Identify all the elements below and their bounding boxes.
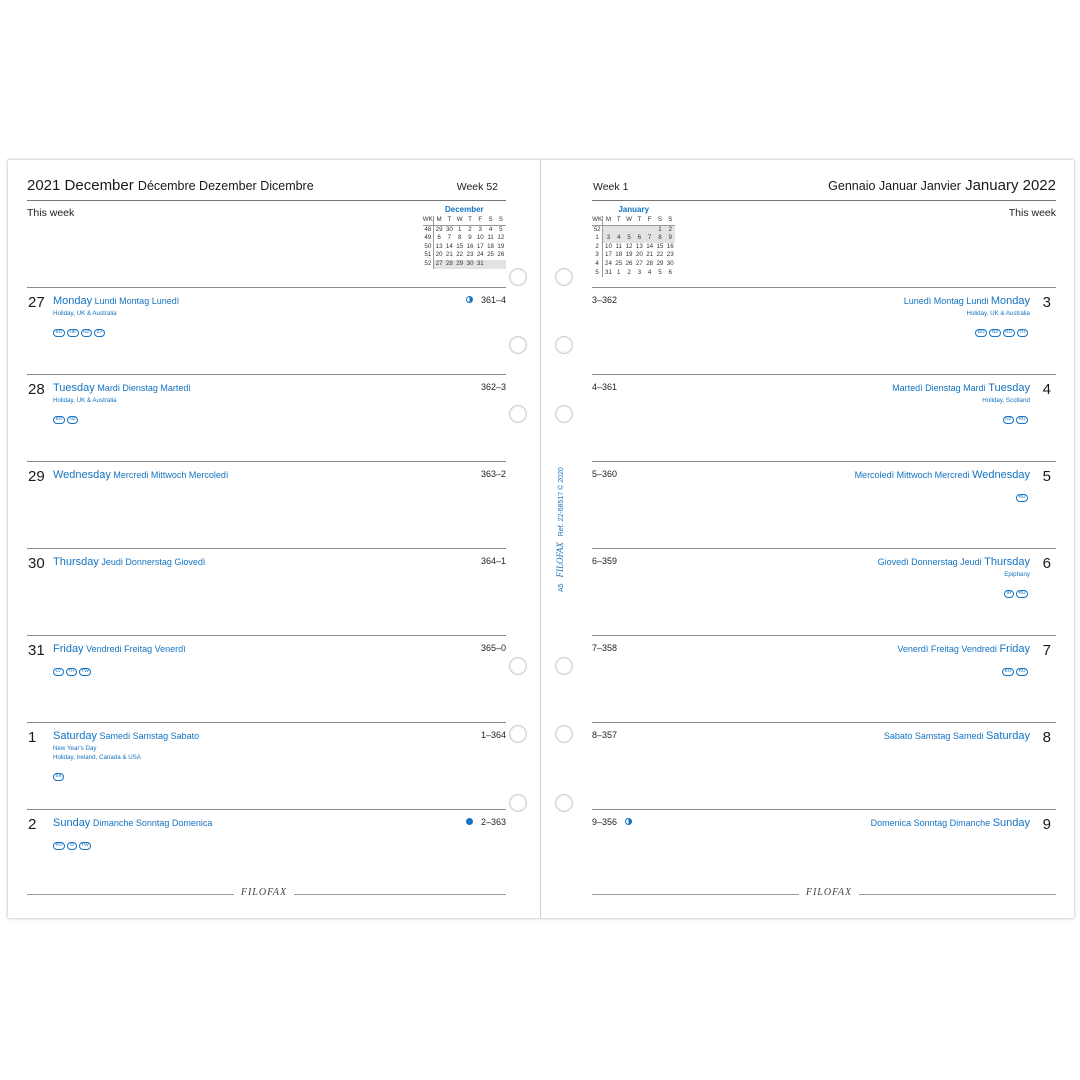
mini-calendar-weekday: F [475, 216, 485, 225]
country-badges [53, 407, 80, 425]
mini-calendar-month: January [618, 205, 650, 215]
day-name-english: Saturday [985, 730, 1030, 742]
day-name-translations: Vendredi Freitag Venerdì [86, 644, 186, 654]
mini-calendar-date: 26 [497, 251, 505, 259]
mini-calendar-date: 5 [499, 225, 503, 233]
country-badge: RU [1016, 668, 1028, 676]
day-name [53, 643, 186, 655]
mini-calendar-month: December [444, 205, 484, 215]
day-of-year-count: 1–364 [480, 730, 506, 740]
day-name-translations: Mardi Dienstag Martedì [97, 383, 191, 393]
mini-calendar-weekday: M [433, 216, 444, 225]
country-badge: TH [66, 668, 77, 676]
day-name-translations: Jeudi Donnerstag Giovedì [101, 557, 206, 567]
day-name-translations: Mercoledì Mittwoch Mercredi [854, 470, 970, 480]
mini-calendar-date: 29 [656, 259, 664, 267]
day-rule [27, 461, 506, 462]
day-rule [592, 809, 1056, 810]
mini-calendar-week-number: 2 [592, 243, 603, 252]
day-name-english: Tuesday [53, 382, 95, 394]
day-name-english: Monday [990, 295, 1030, 307]
country-badge: NZ [1003, 416, 1014, 424]
mini-calendar-date: 4 [488, 225, 493, 233]
day-row [541, 461, 1074, 548]
punch-hole [509, 336, 527, 354]
country-badge: TW [79, 842, 91, 850]
day-name-translations: Martedì Dienstag Mardi [892, 383, 986, 393]
mini-calendar-weekday: WK [423, 216, 434, 225]
country-badges [53, 320, 107, 338]
mini-calendar-date: 24 [605, 259, 612, 267]
mini-calendar-date: 14 [646, 242, 654, 250]
title-year: 2022 [1022, 177, 1056, 194]
day-number: 4 [1042, 381, 1051, 398]
mini-calendar-date: 30 [466, 259, 474, 267]
mini-calendar-weekday: S [485, 216, 495, 225]
day-holiday-note: Holiday, Ireland, Canada & USA [53, 754, 141, 761]
day-name [892, 382, 1030, 394]
country-badge: EG [1002, 668, 1014, 676]
day-name-english: Sunday [992, 817, 1030, 829]
planner-spread [8, 160, 1074, 918]
day-holiday-note: Holiday, UK & Australia [53, 310, 117, 317]
day-row [8, 809, 540, 896]
mini-calendar-date [496, 260, 506, 269]
this-week-label: This week [27, 207, 75, 219]
mini-calendar-date: 18 [615, 251, 623, 259]
mini-calendar-date: 13 [635, 242, 643, 250]
country-badge: RU [1016, 494, 1028, 502]
mini-calendar-date: 12 [497, 234, 505, 242]
header-rule [27, 200, 506, 201]
mini-calendar-date: 17 [476, 242, 484, 250]
spine-size: A5 [558, 583, 565, 592]
country-badges [53, 833, 93, 851]
day-of-year-count: 362–3 [480, 382, 506, 392]
mini-calendar-date: 10 [476, 234, 484, 242]
day-name [871, 817, 1030, 829]
mini-calendar-december [423, 205, 506, 269]
footer-brand-logo: FILOFAX [799, 887, 859, 898]
day-rule [592, 374, 1056, 375]
day-rule [27, 809, 506, 810]
day-name [53, 817, 212, 829]
day-holiday-note: Holiday, UK & Australia [53, 397, 117, 404]
day-row [541, 722, 1074, 809]
mini-calendar-date: 2 [665, 225, 675, 234]
punch-hole [509, 268, 527, 286]
mini-calendar-date: 28 [646, 259, 654, 267]
this-week-label: This week [1008, 207, 1056, 219]
spine-copyright: © 2020 [558, 467, 565, 490]
day-rule [27, 635, 506, 636]
day-of-year-count: 6–359 [592, 556, 618, 566]
day-row [541, 287, 1074, 374]
country-badge: RO [53, 842, 65, 850]
day-row [8, 287, 540, 374]
day-number: 2 [28, 816, 37, 833]
day-name-english: Friday [999, 643, 1030, 655]
day-rule [592, 461, 1056, 462]
mini-calendar-date: 2 [468, 225, 472, 233]
day-number: 6 [1042, 555, 1051, 572]
day-name-translations: Giovedì Donnerstag Jeudi [877, 557, 982, 567]
day-rule [27, 722, 506, 723]
mini-calendar-date: 4 [614, 234, 624, 243]
mini-calendar-january [592, 205, 675, 277]
day-name [884, 730, 1030, 742]
mini-calendar-date [614, 225, 624, 234]
day-name-english: Wednesday [53, 469, 111, 481]
left-page-title [27, 177, 314, 194]
day-name-translations: Samedi Samstag Sabato [99, 731, 200, 741]
mini-calendar-weekday: T [614, 216, 624, 225]
spine-brand: FILOFAX [555, 542, 565, 578]
mini-calendar-date: 21 [646, 251, 654, 259]
week-number: Week 52 [456, 181, 498, 193]
country-badges [975, 320, 1030, 338]
mini-calendar-week-number: 1 [592, 234, 603, 243]
country-badge: HK [67, 329, 79, 337]
right-page-title [828, 177, 1056, 194]
mini-calendar-date: 19 [625, 251, 633, 259]
mini-calendar-date [644, 225, 654, 234]
mini-calendar-date: 6 [634, 234, 644, 243]
day-name [53, 556, 205, 568]
country-badge: BG [53, 416, 65, 424]
day-rule [27, 374, 506, 375]
mini-calendar-weekday: T [465, 216, 475, 225]
day-name [53, 469, 228, 481]
mini-calendar-date: 22 [656, 251, 664, 259]
mini-calendar-weekday: T [444, 216, 454, 225]
punch-hole [509, 794, 527, 812]
mini-calendar-weekday: WK [592, 216, 603, 225]
mini-calendar-date: 17 [605, 251, 612, 259]
day-number: 28 [28, 381, 45, 398]
day-rule [592, 722, 1056, 723]
country-badge: BG [53, 329, 65, 337]
day-name-english: Saturday [53, 730, 98, 742]
day-name-translations: Lunedì Montag Lundi [903, 296, 989, 306]
country-badge: TW [79, 668, 91, 676]
country-badges [1004, 581, 1030, 599]
mini-calendar-date: 5 [658, 268, 662, 276]
country-badges [1003, 407, 1030, 425]
mini-calendar-date: 29 [456, 259, 464, 267]
day-rule [27, 287, 506, 288]
mini-calendar-date: 31 [605, 268, 612, 276]
day-of-year-count: 8–357 [592, 730, 618, 740]
mini-calendar-date: 19 [497, 242, 505, 250]
mini-calendar-date: 27 [433, 260, 444, 269]
day-row [541, 374, 1074, 461]
day-number: 5 [1042, 468, 1051, 485]
day-of-year-count: 4–361 [592, 382, 618, 392]
mini-calendar-date: 27 [635, 259, 643, 267]
mini-calendar-date: 3 [603, 234, 614, 243]
mini-calendar-date: 25 [487, 251, 494, 259]
country-badge: SI [67, 842, 77, 850]
left-page [8, 160, 540, 918]
country-badge: RU [1003, 329, 1015, 337]
mini-calendar-date: 1 [617, 268, 621, 276]
mini-calendar-date: 3 [637, 268, 642, 276]
day-name-translations: Domenica Sonntag Dimanche [870, 818, 991, 828]
day-of-year-count: 2–363 [480, 817, 506, 827]
punch-hole [509, 405, 527, 423]
mini-calendar-date: 13 [435, 242, 443, 250]
day-name-english: Thursday [984, 556, 1030, 568]
footer-brand-logo: FILOFAX [234, 887, 294, 898]
punch-hole [555, 725, 573, 743]
title-month-translations: Gennaio Januar Janvier [828, 179, 961, 193]
half-moon-icon [625, 818, 632, 825]
day-rule [592, 548, 1056, 549]
mini-calendar-date: 1 [457, 225, 462, 233]
title-month-translations: Décembre Dezember Dicembre [137, 179, 314, 193]
day-name [855, 469, 1030, 481]
day-name [904, 295, 1030, 307]
punch-hole [555, 336, 573, 354]
mini-calendar-date: 7 [447, 234, 452, 242]
mini-calendar-date: 23 [466, 251, 474, 259]
mini-calendar-date: 26 [625, 259, 633, 267]
day-holiday-note: Holiday, UK & Australia [966, 310, 1030, 317]
punch-hole [555, 657, 573, 675]
mini-calendar-date: 9 [665, 234, 675, 243]
country-badge: NZ [989, 329, 1000, 337]
mini-calendar-date: 7 [644, 234, 654, 243]
mini-calendar-date: 10 [605, 242, 612, 250]
mini-calendar-date: 20 [635, 251, 643, 259]
mini-calendar-date: 11 [487, 234, 494, 242]
day-name-translations: Mercredi Mittwoch Mercoledì [113, 470, 229, 480]
spine-imprint [555, 467, 565, 592]
day-number: 3 [1042, 294, 1051, 311]
day-rule [592, 287, 1056, 288]
mini-calendar-date [634, 225, 644, 234]
mini-calendar-date [624, 225, 634, 234]
day-number: 7 [1042, 642, 1051, 659]
day-number: 31 [28, 642, 45, 659]
half-moon-icon [466, 296, 473, 303]
day-of-year-count: 361–4 [480, 295, 506, 305]
mini-calendar-date: 15 [656, 242, 664, 250]
mini-calendar-weekday: F [644, 216, 654, 225]
header-rule [592, 200, 1056, 201]
country-badge: ZA [94, 329, 105, 337]
mini-calendar-weekday: S [655, 216, 665, 225]
mini-calendar-date [603, 225, 614, 234]
mini-calendar-date: 11 [615, 242, 622, 250]
day-row [8, 548, 540, 635]
mini-calendar-date: 14 [445, 242, 453, 250]
mini-calendar-date: 31 [476, 259, 484, 267]
mini-calendar-date: 8 [457, 234, 462, 242]
week-number: Week 1 [593, 181, 629, 193]
day-name-english: Monday [53, 295, 93, 307]
mini-calendar-weekday: W [624, 216, 634, 225]
day-of-year-count: 363–2 [480, 469, 506, 479]
punch-hole [555, 268, 573, 286]
day-name-english: Tuesday [988, 382, 1030, 394]
title-month: December [64, 177, 134, 194]
country-badges [53, 764, 66, 782]
mini-calendar-date: 16 [466, 242, 474, 250]
day-of-year-count: 7–358 [592, 643, 618, 653]
country-badge: RU [1016, 416, 1028, 424]
right-page [541, 160, 1074, 918]
day-of-year-count: 3–362 [592, 295, 618, 305]
day-number: 1 [28, 729, 37, 746]
mini-calendar-date: 23 [666, 251, 674, 259]
country-badge: SK [53, 773, 64, 781]
day-name-english: Friday [53, 643, 84, 655]
mini-calendar-date: 25 [615, 259, 623, 267]
mini-calendar-date: 15 [456, 242, 464, 250]
day-rule [27, 548, 506, 549]
mini-calendar-weekday: M [603, 216, 614, 225]
mini-calendar-date: 3 [478, 225, 482, 233]
mini-calendar-date: 30 [445, 225, 453, 233]
punch-hole [509, 657, 527, 675]
day-name-translations: Venerdì Freitag Vendredi [897, 644, 997, 654]
day-name-english: Sunday [53, 817, 91, 829]
mini-calendar-weekday: S [496, 216, 506, 225]
day-of-year-count: 364–1 [480, 556, 506, 566]
day-name [897, 643, 1030, 655]
day-number: 30 [28, 555, 45, 572]
mini-calendar-week-number: 3 [592, 251, 603, 260]
day-row [8, 374, 540, 461]
mini-calendar-week-number: 52 [592, 225, 603, 234]
day-name [53, 730, 199, 742]
mini-calendar-date: 5 [624, 234, 634, 243]
day-row [541, 809, 1074, 896]
day-name [53, 295, 179, 307]
mini-calendar-week-number: 51 [423, 251, 434, 260]
mini-calendar-week-number: 5 [592, 269, 603, 278]
day-of-year-count: 365–0 [480, 643, 506, 653]
mini-calendar-date: 29 [435, 225, 443, 233]
country-badge: NZ [67, 416, 78, 424]
country-badges [1002, 659, 1030, 677]
full-moon-icon [466, 818, 473, 825]
title-month: January [965, 177, 1019, 194]
day-name-translations: Sabato Samstag Samedi [883, 731, 984, 741]
mini-calendar-week-number: 48 [423, 225, 434, 234]
day-row [8, 461, 540, 548]
mini-calendar-date: 30 [666, 259, 674, 267]
spine-ref: Ref. 22-68517 [558, 491, 565, 537]
mini-calendar-date: 6 [437, 234, 441, 242]
mini-calendar-week-number: 50 [423, 243, 434, 252]
day-number: 29 [28, 468, 45, 485]
day-row [541, 548, 1074, 635]
mini-calendar-date: 2 [627, 268, 631, 276]
day-name-english: Thursday [53, 556, 99, 568]
mini-calendar-date: 18 [487, 242, 494, 250]
mini-calendar-date: 8 [655, 234, 665, 243]
punch-hole [555, 794, 573, 812]
mini-calendar-date: 28 [445, 259, 453, 267]
country-badge: NZ [81, 329, 92, 337]
country-badge: TH [1017, 329, 1028, 337]
day-holiday-note: Holiday, Scotland [982, 397, 1030, 404]
day-name [53, 382, 191, 394]
country-badge: IR [1004, 590, 1014, 598]
day-number: 9 [1042, 816, 1051, 833]
day-holiday-note: New Year's Day [53, 745, 97, 752]
mini-calendar-date: 24 [476, 251, 484, 259]
day-name-english: Wednesday [972, 469, 1030, 481]
mini-calendar-weekday: S [665, 216, 675, 225]
day-number: 8 [1042, 729, 1051, 746]
mini-calendar-week-number: 4 [592, 260, 603, 269]
mini-calendar-weekday: W [455, 216, 465, 225]
day-name-translations: Lundi Montag Lunedì [94, 296, 180, 306]
day-of-year-count: 5–360 [592, 469, 618, 479]
day-name-translations: Dimanche Sonntag Domenica [92, 818, 213, 828]
day-row [8, 722, 540, 809]
punch-hole [509, 725, 527, 743]
day-row [541, 635, 1074, 722]
mini-calendar-date: 21 [445, 251, 453, 259]
mini-calendar-date: 22 [456, 251, 464, 259]
mini-calendar-date: 9 [468, 234, 472, 242]
country-badge: LV [53, 668, 64, 676]
mini-calendar-week-number: 49 [423, 234, 434, 243]
day-of-year-count: 9–356 [592, 817, 618, 827]
mini-calendar-date: 12 [625, 242, 633, 250]
country-badges [53, 659, 93, 677]
mini-calendar-weekday: T [634, 216, 644, 225]
mini-calendar-date: 6 [668, 268, 672, 276]
day-row [8, 635, 540, 722]
title-year: 2021 [27, 177, 61, 194]
mini-calendar-date [485, 260, 495, 269]
day-name [878, 556, 1030, 568]
day-holiday-note: Epiphany [1004, 571, 1030, 578]
punch-hole [555, 405, 573, 423]
day-rule [592, 635, 1056, 636]
mini-calendar-date: 20 [435, 251, 443, 259]
mini-calendar-week-number: 52 [423, 260, 434, 269]
country-badges [1016, 485, 1030, 503]
day-number: 27 [28, 294, 45, 311]
mini-calendar-date: 16 [666, 242, 674, 250]
mini-calendar-date: 1 [655, 225, 665, 234]
country-badge: RU [1016, 590, 1028, 598]
country-badge: BG [975, 329, 987, 337]
mini-calendar-date: 4 [647, 268, 652, 276]
